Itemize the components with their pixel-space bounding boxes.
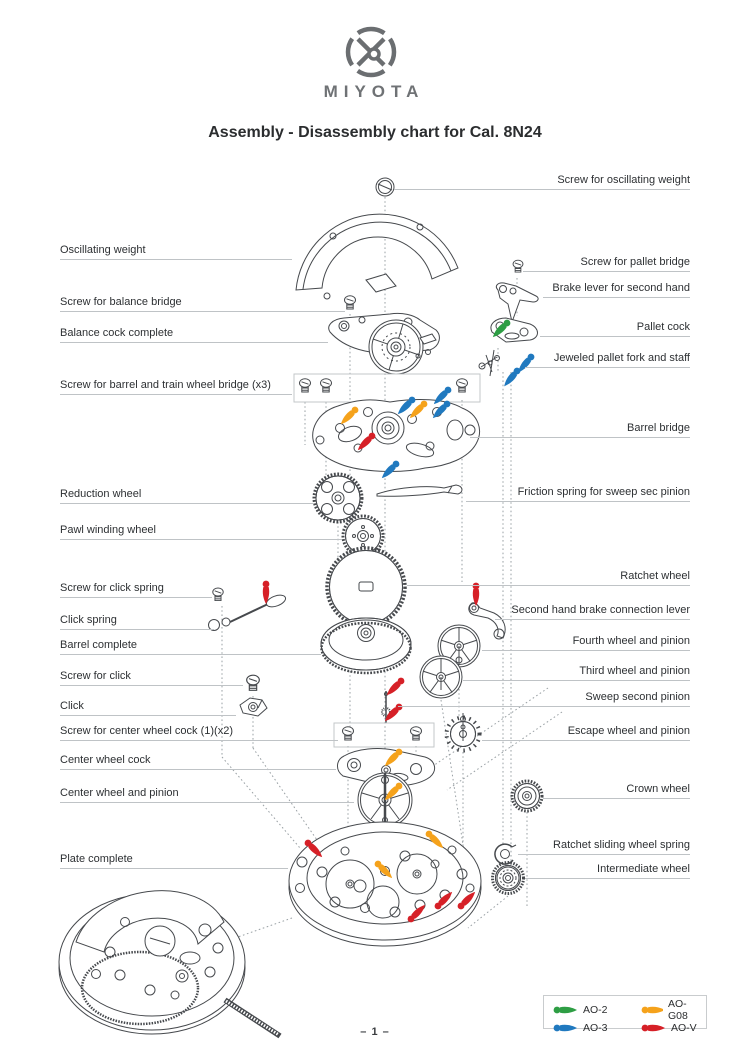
center-wheel-drawing [358, 773, 412, 827]
brand-name: MIYOTA [323, 82, 425, 101]
label-click-spring: Click spring [60, 614, 214, 630]
legend-item [640, 998, 702, 1022]
label-pallet-cock: Pallet cock [540, 321, 690, 337]
label-screw-barrel-train-bridge: Screw for barrel and train wheel bridge (x3) [60, 379, 292, 395]
label-crown-wheel: Crown wheel [543, 783, 690, 799]
screws-center-wheel-cock-drawing [334, 723, 434, 747]
label-sweep-second-pinion: Sweep second pinion [398, 691, 690, 707]
label-balance-cock-complete: Balance cock complete [60, 327, 328, 343]
label-screw-center-wheel-cock: Screw for center wheel cock (1)(x2) [60, 725, 338, 741]
legend-item [552, 1004, 640, 1016]
label-oscillating-weight: Oscillating weight [60, 244, 292, 260]
page-number: – 1 – [360, 1026, 390, 1038]
barrel-bridge-drawing [313, 385, 480, 471]
label-reduction-wheel: Reduction wheel [60, 488, 313, 504]
label-screw-pallet-bridge: Screw for pallet bridge [523, 256, 690, 272]
label-screw-click: Screw for click [60, 670, 243, 686]
screws-barrel-train-bridge-drawing [294, 374, 480, 402]
assembled-movement-drawing [59, 891, 280, 1036]
label-screw-click-spring: Screw for click spring [60, 582, 212, 598]
ratchet-sliding-wheel-spring-drawing [495, 844, 516, 864]
legend-code: AO-G08 [667, 998, 688, 1022]
oil-legend [543, 995, 707, 1034]
pallet-cock-drawing [490, 318, 537, 342]
legend-code: AO-V [671, 1022, 697, 1034]
intermediate-wheel-drawing [493, 863, 524, 894]
label-pawl-winding-wheel: Pawl winding wheel [60, 524, 342, 540]
legend-code: AO-3 [583, 1022, 608, 1034]
label-screw-oscillating-weight: Screw for oscillating weight [394, 174, 690, 190]
label-intermediate-wheel: Intermediate wheel [525, 863, 690, 879]
brake-lever-second-hand-drawing [496, 283, 538, 322]
label-ratchet-sliding-wheel-spring: Ratchet sliding wheel spring [518, 839, 690, 855]
balance-cock-drawing [329, 313, 440, 374]
label-barrel-bridge: Barrel bridge [470, 422, 690, 438]
barrel-complete-drawing [321, 618, 411, 673]
crown-wheel-drawing [512, 781, 542, 811]
legend-code: AO-2 [583, 1004, 608, 1016]
label-screw-balance-bridge: Screw for balance bridge [60, 296, 345, 312]
label-plate-complete: Plate complete [60, 853, 288, 869]
label-friction-spring: Friction spring for sweep sec pinion [466, 486, 690, 502]
click-drawing [240, 698, 267, 716]
screw-for-oscillating-weight-drawing [376, 178, 394, 196]
escape-wheel-drawing [447, 713, 480, 751]
label-brake-lever-second-hand: Brake lever for second hand [543, 282, 690, 298]
reduction-wheel-drawing [314, 474, 362, 522]
label-center-wheel-cock: Center wheel cock [60, 754, 336, 770]
oil-drop-icon [640, 1004, 663, 1016]
label-barrel-complete: Barrel complete [60, 639, 321, 655]
label-center-wheel-and-pinion: Center wheel and pinion [60, 787, 354, 803]
oscillating-weight-drawing [296, 214, 458, 299]
label-click: Click [60, 700, 236, 716]
label-ratchet-wheel: Ratchet wheel [407, 570, 690, 586]
page-title: Assembly - Disassembly chart for Cal. 8N24 [208, 124, 542, 141]
plate-complete-drawing [289, 822, 481, 946]
oil-drop-icon [552, 1004, 578, 1016]
label-fourth-wheel: Fourth wheel and pinion [482, 635, 690, 651]
label-jeweled-pallet-fork: Jeweled pallet fork and staff [525, 352, 690, 368]
ratchet-wheel-drawing [327, 548, 405, 626]
label-third-wheel: Third wheel and pinion [463, 665, 690, 681]
label-escape-wheel: Escape wheel and pinion [482, 725, 690, 741]
label-second-hand-brake-lever: Second hand brake connection lever [495, 604, 690, 620]
